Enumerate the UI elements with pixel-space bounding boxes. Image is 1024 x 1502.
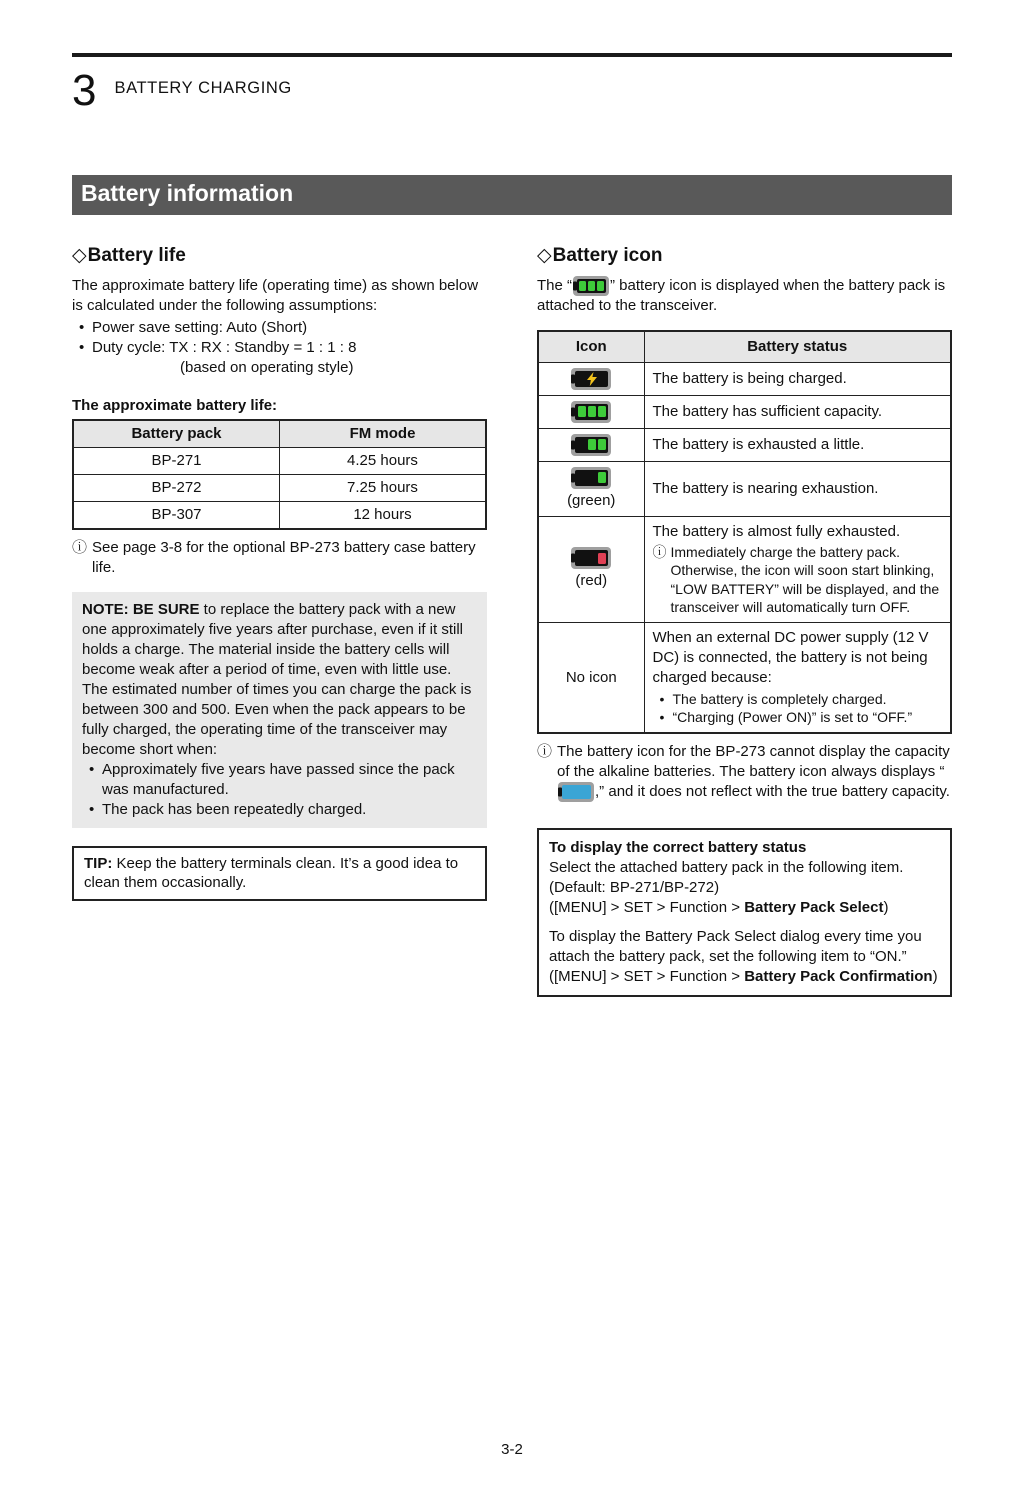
status-box-line1: Select the attached battery pack in the following item. (Default: BP-271/BP-272) (549, 858, 904, 896)
header-rule (72, 53, 952, 57)
tip-lead: TIP: (84, 854, 113, 872)
table-row (73, 502, 486, 529)
see-page-note-text: See page 3-8 for the optional BP-273 battery case battery life. (92, 539, 476, 577)
table-row (73, 448, 486, 475)
intro-post: ” battery icon is displayed when the battery pack is attached to the transceiver. (537, 276, 946, 314)
chapter-header (72, 66, 952, 115)
table-row-no-icon (538, 623, 951, 734)
battery-status-table (537, 330, 952, 734)
note-body: to replace the battery pack with a new one approximately five years after purchase, even if it still holds a charge. The material inside the battery cells will become weak after a period of time, even with little use. (82, 601, 464, 679)
list-item: • “Charging (Power ON)” is set to “OFF.” (653, 708, 943, 727)
col-header-battery-pack: Battery pack (73, 420, 280, 447)
duty-cycle-continuation: (based on operating style) (180, 358, 354, 376)
status-note-text: Immediately charge the battery pack. Otherwise, the icon will soon start blinking, “LOW BATTERY” will be displayed, and the transceiver will automatically turn OFF. (670, 543, 940, 616)
battery-full-icon (573, 276, 609, 296)
battery-one-bar-green-icon (571, 467, 611, 489)
lightning-bolt-icon (586, 372, 598, 386)
correct-status-box (537, 828, 952, 997)
menu-path-item: Battery Pack Confirmation (744, 967, 933, 985)
menu-path-post: ) (932, 967, 938, 985)
status-text: The battery is nearing exhaustion. (644, 461, 951, 516)
diamond-icon: ◇ (537, 244, 552, 266)
note-paragraph-2: The estimated number of times you can charge the pack is between 300 and 500. Even when the pack appears to be fully charged, the operating time of the transceiver may become short when: (82, 680, 472, 758)
duty-cycle-text: Duty cycle: TX : RX : Standby = 1 : 1 : 8 (92, 338, 357, 356)
tip-box (72, 846, 487, 902)
table-header-row (538, 331, 951, 362)
bp273-post: ,” and it does not reflect with the true battery capacity. (595, 782, 950, 800)
status-box-title: To display the correct battery status (549, 839, 807, 856)
table-row (73, 475, 486, 502)
table-row-full (538, 395, 951, 428)
status-text: The battery is almost fully exhausted. (652, 522, 901, 540)
status-box-line2: To display the Battery Pack Select dialog every time you attach the battery pack, set the following item to “ON.” (549, 927, 922, 965)
col-header-fm-mode: FM mode (280, 420, 487, 447)
status-text: The battery is exhausted a little. (644, 428, 951, 461)
battery-charging-icon (571, 368, 611, 390)
battery-one-bar-red-icon (571, 547, 611, 569)
cell-fm: 12 hours (280, 502, 487, 529)
info-icon: ⓘ (72, 539, 88, 557)
note-bullets (82, 760, 477, 820)
two-column-layout (72, 243, 952, 997)
note-box (72, 592, 487, 827)
see-page-note (72, 538, 487, 578)
status-bullets (653, 690, 943, 727)
cell-fm: 4.25 hours (280, 448, 487, 475)
battery-life-heading (72, 243, 487, 268)
status-text: The battery has sufficient capacity. (644, 395, 951, 428)
cell-fm: 7.25 hours (280, 475, 487, 502)
battery-icon-intro (537, 276, 952, 316)
battery-icon-heading-text: Battery icon (552, 244, 663, 266)
battery-life-assumptions (72, 318, 487, 378)
manual-page (0, 53, 1024, 997)
icon-label-red: (red) (575, 572, 608, 590)
col-header-icon: Icon (538, 331, 644, 362)
cell-pack: BP-307 (73, 502, 280, 529)
table-row-one-bar-green (538, 461, 951, 516)
battery-life-intro: The approximate battery life (operating time) as shown below is calculated under the following assumptions: (72, 276, 479, 314)
info-icon: ⓘ (537, 743, 553, 761)
chapter-title: BATTERY CHARGING (114, 79, 292, 97)
status-text: When an external DC power supply (12 V DC) is connected, the battery is not being charged because: (652, 629, 929, 686)
battery-two-bars-icon (571, 434, 611, 456)
battery-body (577, 279, 606, 293)
list-item (72, 338, 487, 378)
diamond-icon: ◇ (72, 244, 87, 266)
intro-pre: The “ (537, 276, 573, 294)
menu-path-pre: ([MENU] > SET > Function > (549, 967, 745, 985)
list-item: • Power save setting: Auto (Short) (72, 318, 487, 338)
cell-pack: BP-271 (73, 448, 280, 475)
battery-full-icon (571, 401, 611, 423)
note-paragraph-1 (82, 600, 477, 680)
battery-icon-heading (537, 243, 952, 268)
list-item: • Approximately five years have passed since the pack was manufactured. (82, 760, 477, 800)
table-row-one-bar-red (538, 516, 951, 622)
info-icon: ⓘ (652, 543, 667, 560)
section-banner: Battery information (72, 175, 952, 215)
status-box-path2 (549, 967, 940, 987)
menu-path-pre: ([MENU] > SET > Function > (549, 898, 745, 916)
col-header-status: Battery status (644, 331, 951, 362)
status-box-path1 (549, 898, 940, 918)
no-icon-label: No icon (538, 623, 644, 734)
menu-path-item: Battery Pack Select (744, 898, 884, 916)
life-table-caption: The approximate battery life: (72, 396, 278, 414)
right-column (537, 243, 952, 997)
tip-body: Keep the battery terminals clean. It’s a good idea to clean them occasionally. (84, 854, 459, 892)
bp273-pre: The battery icon for the BP-273 cannot display the capacity of the alkaline batteries. The battery icon always displays “ (557, 743, 950, 781)
status-text: The battery is being charged. (644, 362, 951, 395)
battery-life-heading-text: Battery life (87, 244, 186, 266)
table-row-charging (538, 362, 951, 395)
icon-label-green: (green) (567, 491, 616, 509)
menu-path-post: ) (883, 898, 889, 916)
list-item: • The pack has been repeatedly charged. (82, 800, 477, 820)
table-row-two-bars (538, 428, 951, 461)
battery-life-table (72, 419, 487, 530)
chapter-number: 3 (72, 66, 97, 115)
bp273-note (537, 742, 952, 802)
page-number: 3-2 (501, 1441, 523, 1459)
bp273-note-text (557, 742, 952, 802)
left-column (72, 243, 487, 902)
battery-blue-icon (558, 782, 594, 802)
note-lead: NOTE: BE SURE (82, 601, 200, 619)
cell-pack: BP-272 (73, 475, 280, 502)
list-item: • The battery is completely charged. (653, 690, 943, 709)
status-note (653, 543, 943, 617)
table-header-row (73, 420, 486, 447)
